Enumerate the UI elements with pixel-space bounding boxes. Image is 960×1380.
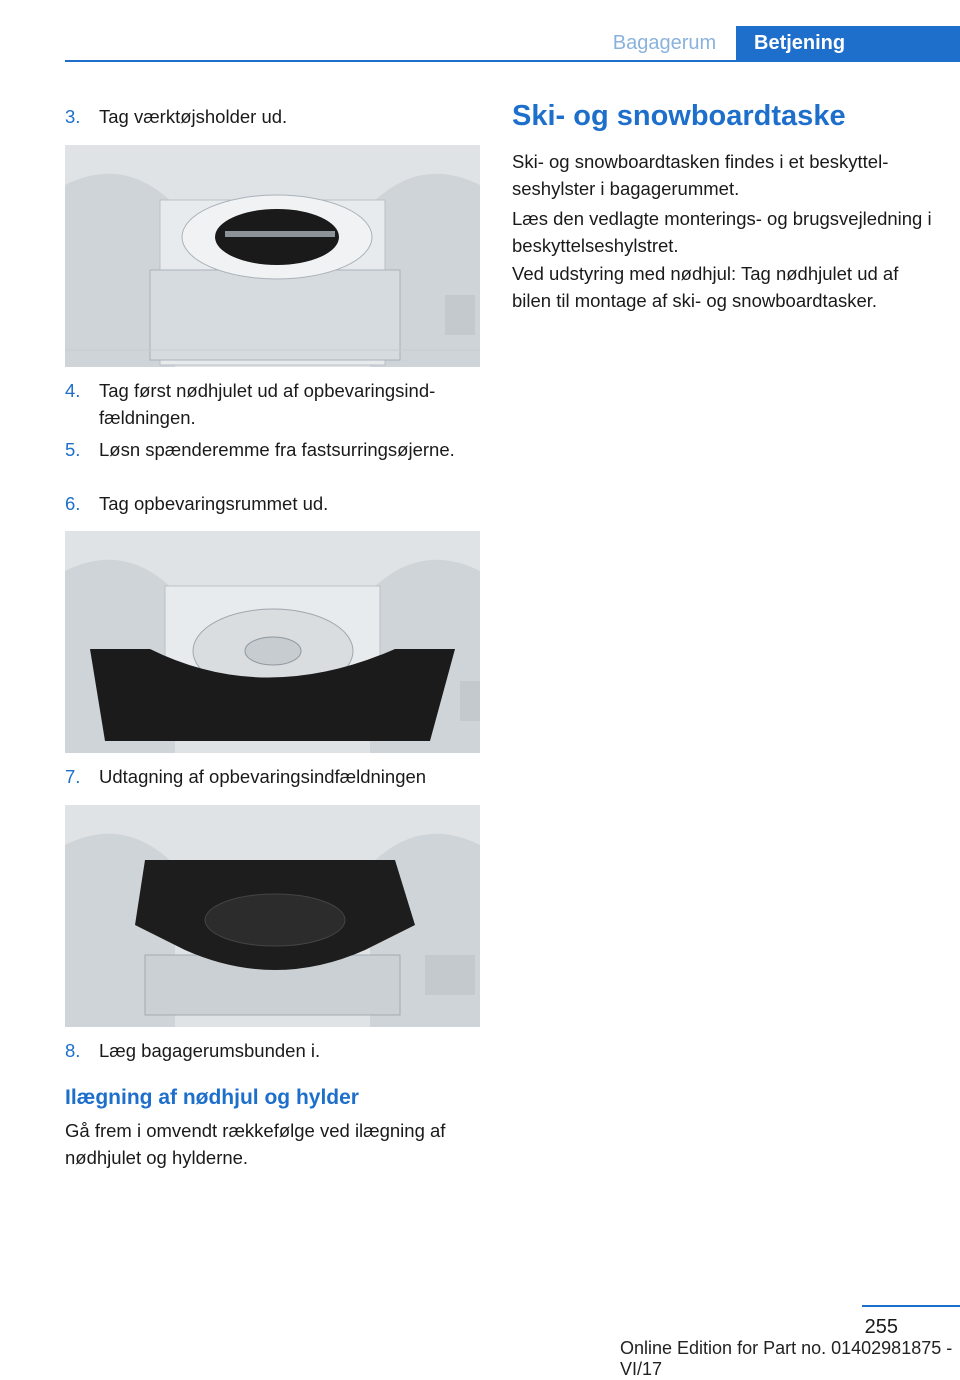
page-number: 255 — [864, 1316, 898, 1338]
step-text: Tag værktøjsholder ud. — [99, 106, 288, 127]
step-text: Læg bagagerumsbunden i. — [99, 1040, 321, 1061]
figure-tool-holder — [65, 145, 480, 367]
header-chapter-tab[interactable]: Betjening — [736, 26, 960, 62]
step-text: Tag først nødhjulet ud af opbevaringsindfældningen. — [99, 380, 436, 428]
figure-removing-compartment — [65, 805, 480, 1027]
ski-paragraph-3: Ved udstyring med nødhjul: Tag nødhjulet ud af bilen til montage af ski- og snowboardtasker. — [512, 263, 899, 311]
step-8 — [65, 1037, 485, 1064]
step-text: Tag opbevaringsrummet ud. — [99, 493, 329, 514]
step-number: 5. — [65, 439, 81, 460]
step-number: 8. — [65, 1040, 81, 1061]
step-number: 7. — [65, 766, 81, 787]
edition-line: Online Edition for Part no. 01402981875 - VI/17 — [620, 1338, 953, 1379]
subsection-heading: Ilægning af nødhjul og hylder — [65, 1086, 359, 1109]
figure-storage-compartment — [65, 531, 480, 753]
step-number: 6. — [65, 493, 81, 514]
step-number: 3. — [65, 106, 81, 127]
header-rule — [65, 60, 960, 62]
step-4 — [65, 377, 485, 431]
step-5 — [65, 436, 485, 463]
subsection-text: Gå frem i omvendt rækkefølge ved ilægning af nødhjulet og hylderne. — [65, 1120, 446, 1168]
step-3 — [65, 103, 485, 130]
step-6 — [65, 490, 485, 517]
ski-paragraph-1: Ski- og snowboardtasken findes i et beskyttelseshylster i bagagerummet. — [512, 151, 889, 199]
header-section-tab[interactable]: Bagagerum — [612, 32, 717, 54]
step-7 — [65, 763, 485, 790]
footer-rule — [862, 1305, 960, 1307]
step-text: Udtagning af opbevaringsindfældningen — [99, 766, 427, 787]
ski-paragraph-2: Læs den vedlagte monterings- og brugsvejledning i beskyttelseshylstret. — [512, 208, 932, 256]
step-text: Løsn spænderemme fra fastsurringsøjerne. — [99, 439, 455, 460]
section-heading: Ski- og snowboardtaske — [512, 100, 846, 132]
step-number: 4. — [65, 380, 81, 401]
